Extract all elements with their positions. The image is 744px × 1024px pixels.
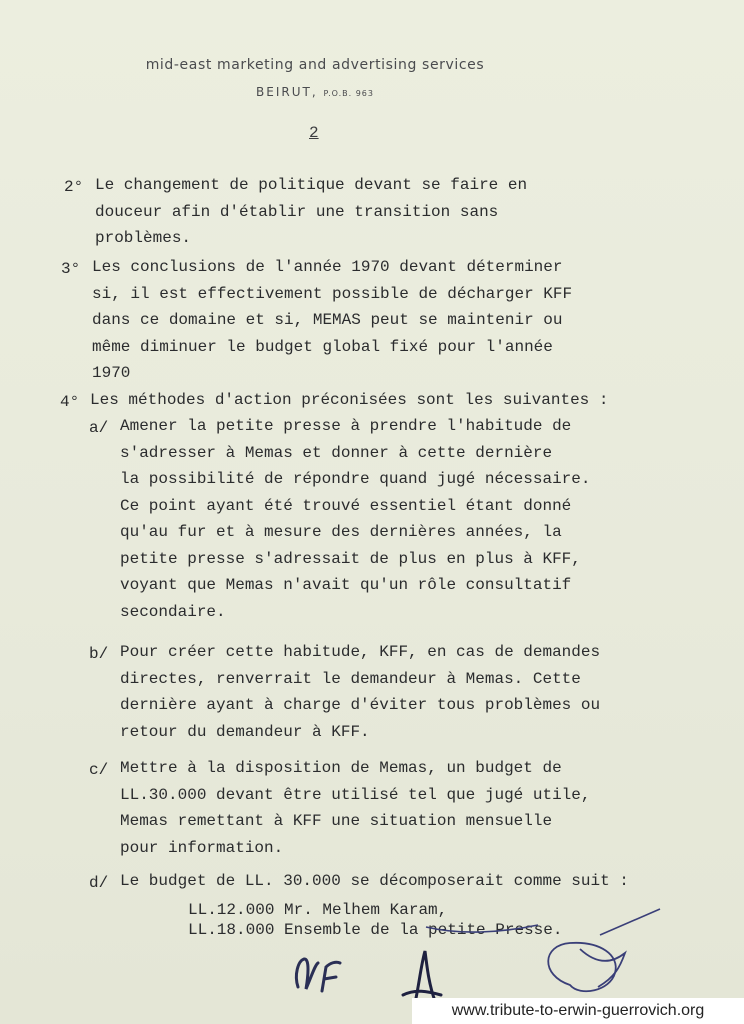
point-text [95, 172, 527, 252]
subpoint-text [120, 868, 629, 895]
initials-af-signature [290, 945, 360, 1005]
text-line: Les méthodes d'action préconisées sont les suivantes : [90, 391, 609, 409]
subpoint-marker: b/ [89, 645, 109, 663]
text-line: Les conclusions de l'année 1970 devant déterminer [92, 258, 563, 276]
point-text [90, 387, 608, 414]
text-line: si, il est effectivement possible de décharger KFF [92, 284, 573, 303]
text-line: Ce point ayant été trouvé essentiel étant donné [120, 496, 572, 515]
text-line: la possibilité de répondre quand jugé nécessaire. [120, 470, 591, 488]
text-line: qu'au fur et à mesure des dernières années, la [120, 523, 562, 541]
letterhead-address [0, 85, 630, 99]
text-line: s'adresser à Memas et donner à cette dernière [120, 443, 553, 462]
subpoint-marker: a/ [89, 419, 109, 437]
text-line: Le budget de LL. 30.000 se décomposerait comme suit : [120, 872, 629, 890]
text-line: problèmes. [95, 229, 192, 247]
text-line: Le changement de politique devant se faire en [95, 176, 528, 194]
point-marker: 3° [61, 260, 81, 278]
text-line: secondaire. [120, 602, 226, 621]
text-line: petite presse s'adressait de plus en plus à KFF, [120, 549, 581, 568]
letterhead-company: mid-east marketing and advertising services [145, 57, 485, 73]
letterhead-city: BEIRUT, [256, 85, 318, 99]
letterhead-pob: P.O.B. 963 [323, 89, 374, 98]
text-line: 1970 [92, 364, 131, 382]
text-line: retour du demandeur à KFF. [120, 722, 370, 741]
budget-line: LL.12.000 Mr. Melhem Karam, [188, 901, 448, 919]
page-number: 2 [309, 124, 319, 142]
text-line: voyant que Memas n'avait qu'un rôle consultatif [120, 576, 572, 594]
subpoint-marker: d/ [89, 874, 109, 892]
text-line: Amener la petite presse à prendre l'habitude de [120, 417, 572, 435]
text-line: Mettre à la disposition de Memas, un budget de [120, 759, 562, 777]
point-marker: 4° [60, 393, 80, 411]
text-line: directes, renverrait le demandeur à Memas. Cette [120, 669, 581, 688]
subpoint-text [120, 755, 590, 861]
budget-line: LL.18.000 Ensemble de la petite Presse. [188, 921, 563, 939]
point-marker: 2° [64, 178, 84, 196]
text-line: LL.30.000 devant être utilisé tel que jugé utile, [120, 785, 591, 804]
text-line: Memas remettant à KFF une situation mensuelle [120, 812, 553, 830]
point-text [92, 254, 572, 387]
text-line: même diminuer le budget global fixé pour l'année [92, 337, 553, 356]
website-watermark: www.tribute-to-erwin-guerrovich.org [412, 998, 744, 1024]
subpoint-marker: c/ [89, 761, 109, 779]
text-line: pour information. [120, 838, 284, 857]
text-line: douceur afin d'établir une transition sans [95, 202, 499, 221]
subpoint-text [120, 639, 600, 745]
text-line: dans ce domaine et si, MEMAS peut se maintenir ou [92, 311, 563, 329]
subpoint-text [120, 413, 590, 625]
large-signature-scribble [420, 905, 680, 1010]
text-line: dernière ayant à charge d'éviter tous problèmes ou [120, 696, 601, 714]
text-line: Pour créer cette habitude, KFF, en cas de demandes [120, 643, 601, 661]
